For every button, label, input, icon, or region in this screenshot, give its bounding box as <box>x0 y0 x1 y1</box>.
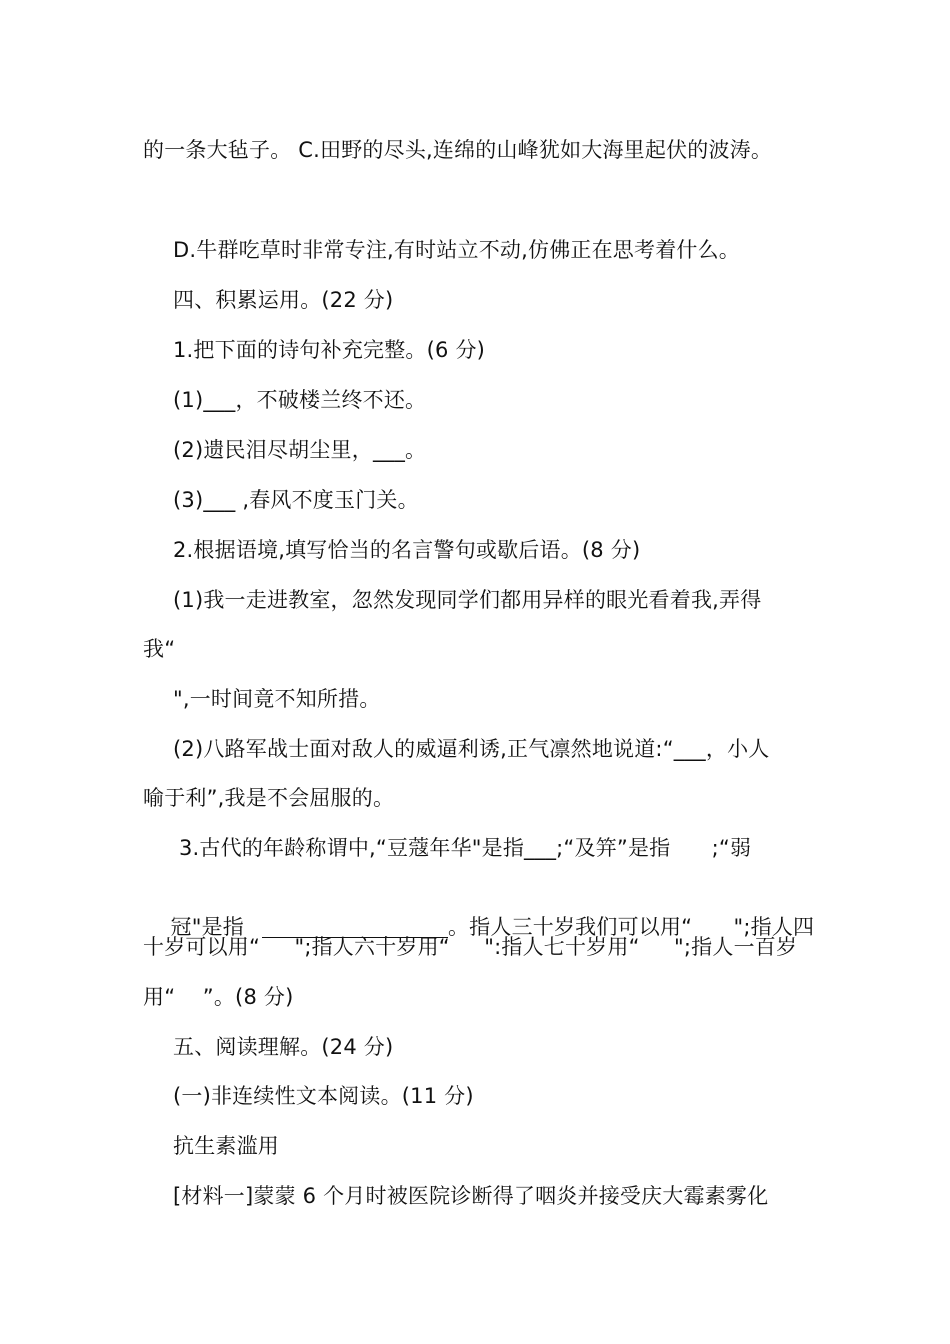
text-line: 用“ ”。(8 分) <box>143 985 294 1009</box>
question-heading: 2.根据语境,填写恰当的名言警句或歇后语。(8 分) <box>173 538 641 562</box>
text-line: D.牛群吃草时非常专注,有时站立不动,仿佛正在思考着什么。 <box>173 238 740 262</box>
text-line: (2)遗民泪尽胡尘里，___。 <box>173 438 427 462</box>
text-line: ",一时间竟不知所措。 <box>173 687 381 711</box>
question-heading: 1.把下面的诗句补充完整。(6 分) <box>173 338 486 362</box>
text-line: [材料一]蒙蒙 6 个月时被医院诊断得了咽炎并接受庆大霉素雾化 <box>173 1184 769 1208</box>
text-line: 我“ <box>143 637 176 661</box>
text-fragment: 。指人三十岁我们可以用“ ";指人四 <box>447 915 815 939</box>
text-line: 的一条大毡子。 C.田野的尽头,连绵的山峰犹如大海里起伏的波涛。 <box>143 138 773 162</box>
article-title: 抗生素滥用 <box>173 1134 279 1158</box>
text-line: 十岁可以用“ ";指人六十岁用“ ":指人七十岁用“ ";指人一百岁 <box>143 935 798 959</box>
section-heading: 四、积累运用。(22 分) <box>173 288 394 312</box>
text-line: (1)我一走进教室，忽然发现同学们都用异样的眼光看着我,弄得 <box>173 588 762 612</box>
subsection-heading: (一)非连续性文本阅读。(11 分) <box>173 1084 474 1108</box>
text-line: (3)___ ,春风不度玉门关。 <box>173 488 419 512</box>
question-heading: 3.古代的年龄称谓中,“豆蔻年华"是指___;“及笄”是指 ;“弱 <box>179 836 752 860</box>
text-fragment: 冠"是指 <box>170 915 244 939</box>
text-line: (2)八路军战士面对敌人的威逼利诱,正气凛然地说道:“___，小人 <box>173 737 770 761</box>
text-line: 喻于利”,我是不会屈服的。 <box>143 786 395 810</box>
section-heading: 五、阅读理解。(24 分) <box>173 1035 394 1059</box>
text-line: (1)___，不破楼兰终不还。 <box>173 388 427 412</box>
